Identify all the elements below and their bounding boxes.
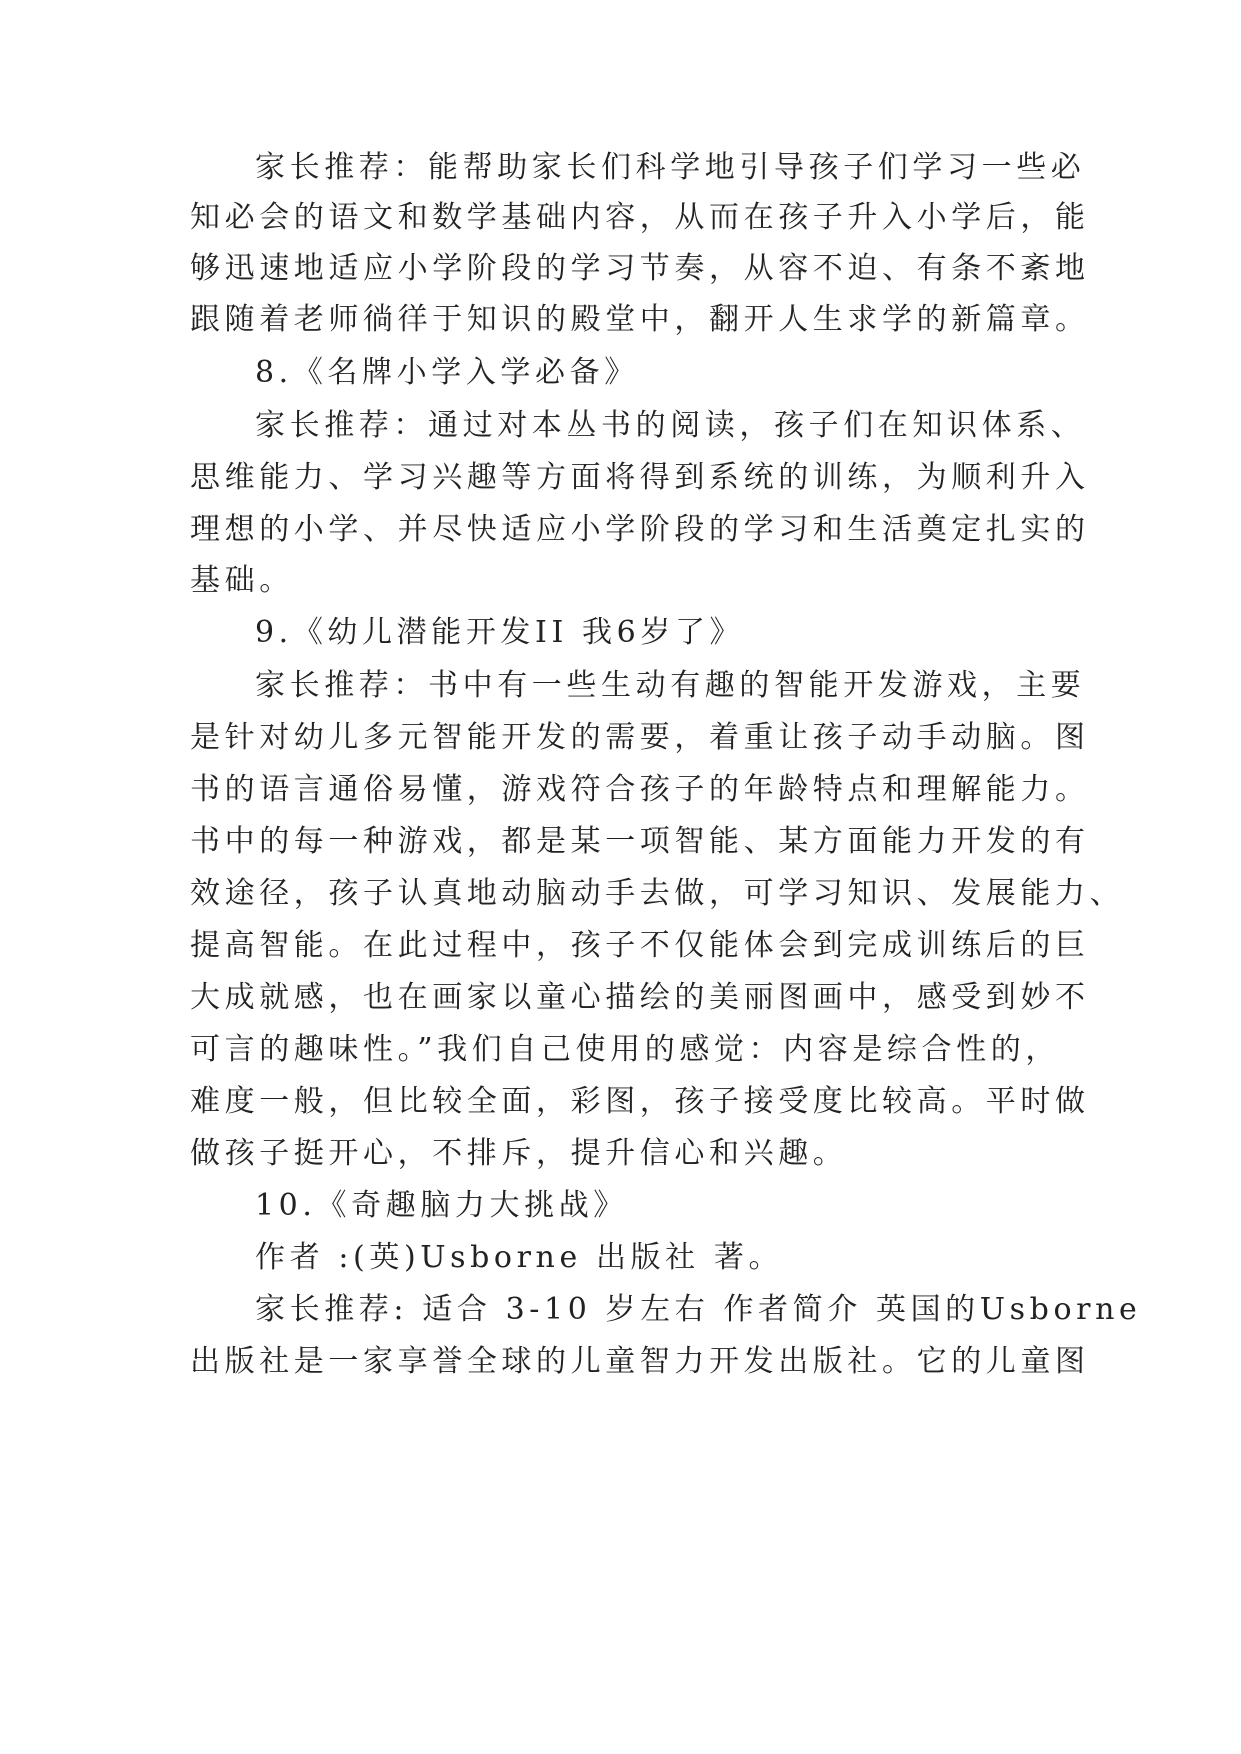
paragraph-line: 够迅速地适应小学阶段的学习节奏，从容不迫、有条不紊地	[190, 251, 1090, 286]
author-line: 作者 :(英)Usborne 出版社 著。	[255, 1240, 784, 1275]
paragraph-line: 可言的趣味性。”我们自己使用的感觉：内容是综合性的，	[190, 1032, 1060, 1067]
paragraph-line: 书中的每一种游戏，都是某一项智能、某方面能力开发的有	[190, 824, 1090, 859]
section-heading: 9.《幼儿潜能开发II 我6岁了》	[255, 615, 745, 650]
paragraph-line: 效途径，孩子认真地动脑动手去做，可学习知识、发展能力、	[190, 876, 1125, 911]
paragraph-line: 家长推荐：书中有一些生动有趣的智能开发游戏，主要	[255, 668, 1086, 703]
paragraph-line: 知必会的语文和数学基础内容，从而在孩子升入小学后，能	[190, 200, 1090, 235]
paragraph-line: 家长推荐: 适合 3-10 岁左右 作者简介 英国的Usborne	[255, 1292, 1142, 1327]
paragraph-line: 是针对幼儿多元智能开发的需要，着重让孩子动手动脑。图	[190, 720, 1090, 755]
section-heading: 8.《名牌小学入学必备》	[255, 355, 639, 390]
paragraph-line: 做孩子挺开心，不排斥，提升信心和兴趣。	[190, 1136, 848, 1171]
paragraph-line: 家长推荐：通过对本丛书的阅读，孩子们在知识体系、	[255, 408, 1086, 443]
section-heading: 10.《奇趣脑力大挑战》	[255, 1188, 628, 1223]
paragraph-line: 跟随着老师徜徉于知识的殿堂中，翻开人生求学的新篇章。	[190, 302, 1090, 337]
paragraph-line: 理想的小学、并尽快适应小学阶段的学习和生活奠定扎实的	[190, 512, 1090, 547]
paragraph-line: 家长推荐：能帮助家长们科学地引导孩子们学习一些必	[255, 150, 1086, 185]
paragraph-line: 大成就感，也在画家以童心描绘的美丽图画中，感受到妙不	[190, 980, 1090, 1015]
paragraph-line: 出版社是一家享誉全球的儿童智力开发出版社。它的儿童图	[190, 1344, 1090, 1379]
paragraph-line: 思维能力、学习兴趣等方面将得到系统的训练，为顺利升入	[190, 460, 1090, 495]
paragraph-line: 难度一般，但比较全面，彩图，孩子接受度比较高。平时做	[190, 1084, 1090, 1119]
paragraph-line: 基础。	[190, 563, 294, 598]
paragraph-line: 提高智能。在此过程中，孩子不仅能体会到完成训练后的巨	[190, 928, 1090, 963]
paragraph-line: 书的语言通俗易懂，游戏符合孩子的年龄特点和理解能力。	[190, 772, 1090, 807]
